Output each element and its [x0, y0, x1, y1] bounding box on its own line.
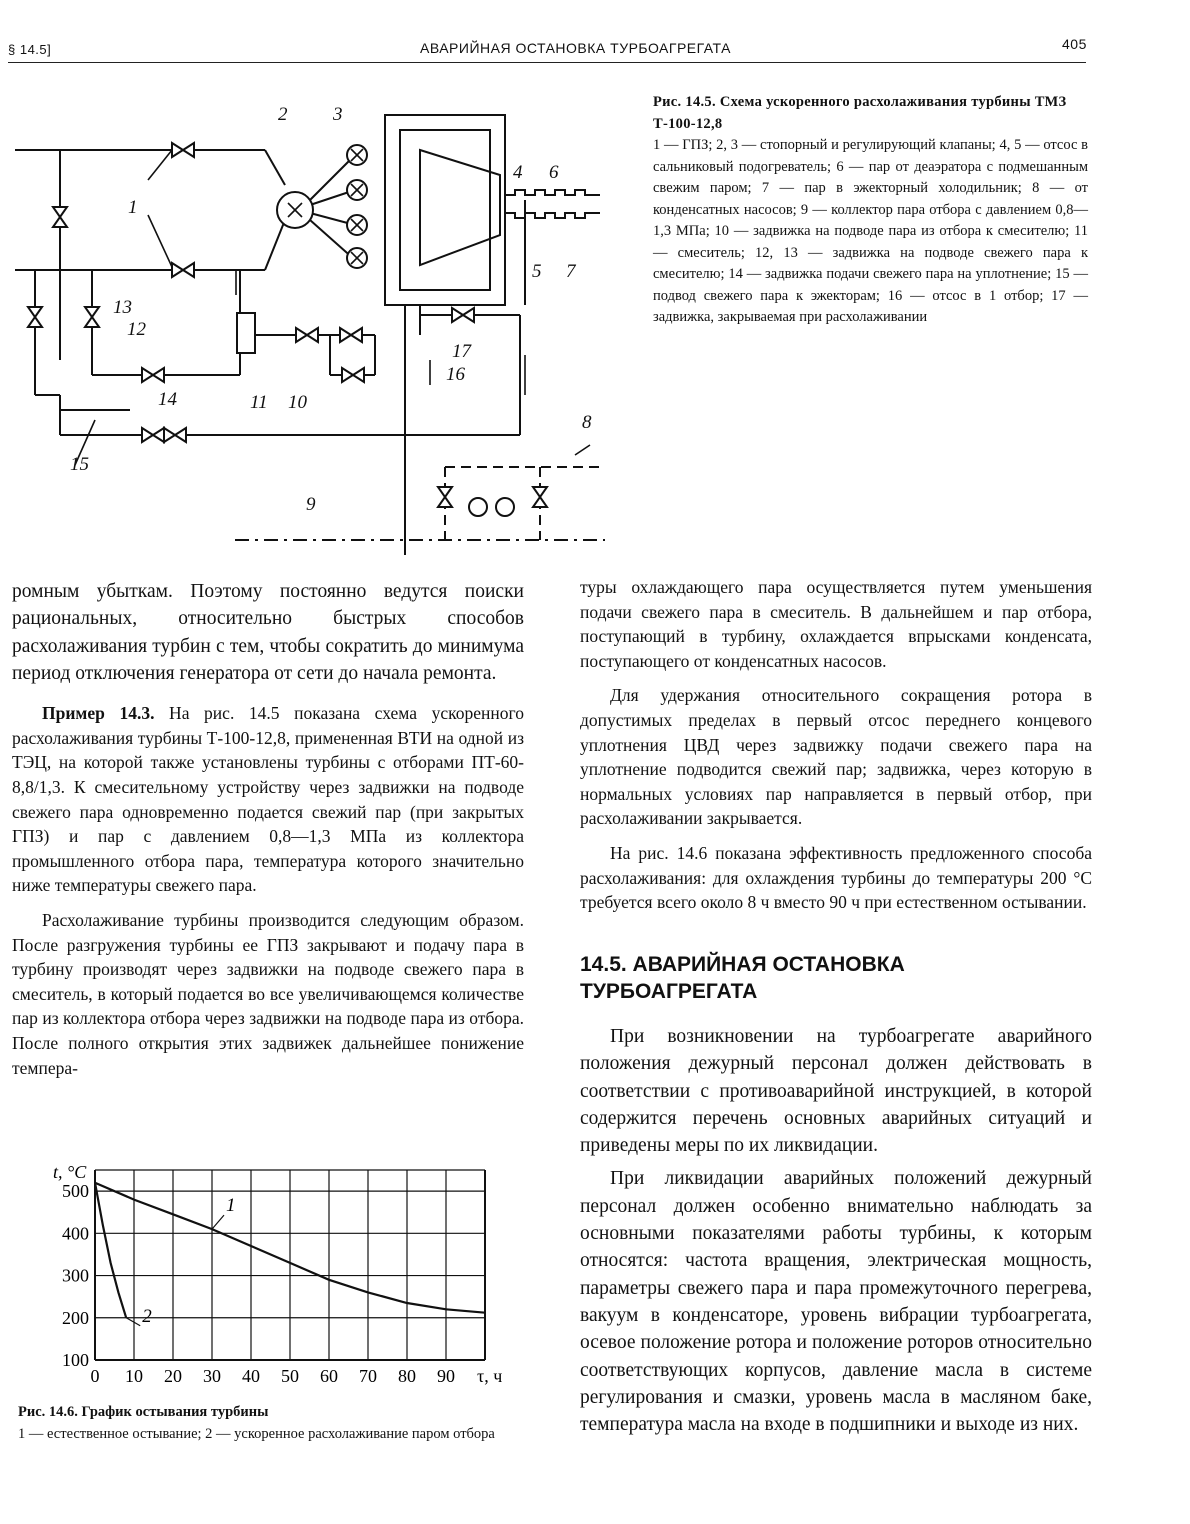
figure-14-6-caption-title: Рис. 14.6. График остывания турбины	[18, 1404, 269, 1420]
fig5-label-17: 17	[452, 341, 471, 362]
x-tick-label: 20	[164, 1366, 182, 1386]
fig5-label-16: 16	[446, 364, 465, 385]
x-tick-label: 40	[242, 1366, 260, 1386]
series-line-2	[95, 1183, 126, 1318]
figure-14-5-caption-title: Рис. 14.5. Схема ускоренного расхолаживания турбины ТМЗ Т-100-12,8	[653, 94, 1067, 132]
fig5-label-4: 4	[513, 162, 523, 183]
fig5-label-10: 10	[288, 392, 307, 413]
left-paragraph-3: Расхолаживание турбины производится следующим образом. После разгружения турбины ее ГПЗ закрывают и подачу пара в турбину производят через задвижки на подводе свежего пара в смеситель, в который подается во все увеличивающемся количестве пар из коллектора отбора через задвижки на подводе пара из отбора. После полного открытия этих задвижек дальнейшее понижение темпера-	[12, 909, 524, 1078]
figure-14-5-schematic	[0, 95, 630, 555]
y-tick-label: 500	[62, 1181, 89, 1202]
figure-14-5-caption-body: 1 — ГПЗ; 2, 3 — стопорный и регулирующий клапаны; 4, 5 — отсос в сальниковый подогреватель; 6 — пар от деаэратора с подмешанным свежим паром; 7 — пар в эжекторный холодильник; 8 — от конденсатных насосов; 9 — коллектор пара отбора с давлением 0,8—1,3 МПа; 10 — задвижка на подводе пара из отбора к смесителю; 11 — смеситель; 12, 13 — задвижка на подводе свежего пара к смесителю; 14 — задвижка подачи свежего пара на уплотнение; 15 — подвод свежего пара к эжекторам; 16 — отсос в 1 отбор; 17 — задвижка, закрываемая при расхолаживании	[653, 137, 1088, 325]
running-header-title: АВАРИЙНАЯ ОСТАНОВКА ТУРБОАГРЕГАТА	[420, 40, 731, 56]
fig5-label-6: 6	[549, 162, 559, 183]
right-paragraph-4: При возникновении на турбоагрегате аварийного положения дежурный персонал должен действовать в соответствии с противоаварийной инструкцией, в которой содержится перечень основных аварийных ситуаций и приведены меры по их ликвидации.	[580, 1026, 1092, 1157]
figure-14-6-chart	[40, 1155, 510, 1400]
figure-14-6-caption-body: 1 — естественное остывание; 2 — ускоренное расхолаживание паром отбора	[18, 1425, 495, 1442]
x-tick-label: 0	[90, 1366, 100, 1386]
x-tick-label: 60	[320, 1366, 338, 1386]
fig5-label-11: 11	[250, 392, 268, 413]
fig5-label-8: 8	[582, 412, 592, 433]
x-tick-label: 50	[281, 1366, 299, 1386]
fig5-label-1: 1	[128, 197, 138, 218]
y-tick-label: 300	[62, 1265, 89, 1286]
example-text: На рис. 14.5 показана схема ускоренного расхолаживания турбины Т-100-12,8, примененная ВТИ на одной из ТЭЦ, на которой также установлены турбины с отборами ПТ-60-8,8/1,3. К смесительному устройству через задвижки на подводе свежего пара одновременно подается свежий пар (при закрытых ГПЗ) и пар с давлением 0,8—1,3 МПа из коллектора промышленного отбора пара, температура которого значительно ниже температуры свежего пара.	[12, 703, 524, 896]
fig5-label-9: 9	[306, 494, 316, 515]
figure-14-5-caption	[653, 92, 1088, 329]
left-paragraph-example	[12, 701, 524, 1080]
y-tick-label: 200	[62, 1307, 89, 1328]
series-leader-1	[212, 1215, 224, 1229]
x-tick-label: 10	[125, 1366, 143, 1386]
right-paragraph-2: Для удержания относительного сокращения ротора в допустимых пределах в первый отсос переднего концевого уплотнения ЦВД через задвижку подачи свежего пара на уплотнение подводится свежий пар; задвижка, через которую в нормальных условиях пар направляется в первый отбор, при расхолаживании закрывается.	[580, 685, 1092, 829]
series-label-1: 1	[226, 1195, 236, 1217]
right-column-lower	[580, 1023, 1092, 1444]
x-tick-label: 80	[398, 1366, 416, 1386]
section-heading: 14.5. АВАРИЙНАЯ ОСТАНОВКА ТУРБОАГРЕГАТА	[580, 953, 905, 1003]
fig5-label-5: 5	[532, 261, 542, 282]
left-paragraph-1: ромным убыткам. Поэтому постоянно ведутся поиски рациональных, относительно быстрых способов расхолаживания турбин с тем, чтобы сократить до минимума период отключения генератора от сети до начала ремонта.	[12, 581, 524, 684]
fig5-label-2: 2	[278, 104, 288, 125]
example-lead: Пример 14.3.	[42, 703, 155, 724]
y-tick-label: 400	[62, 1223, 89, 1244]
x-tick-label: 90	[437, 1366, 455, 1386]
fig5-label-7: 7	[566, 261, 576, 282]
y-axis-label: t, °C	[53, 1162, 87, 1182]
x-axis-label: τ, ч	[477, 1366, 503, 1386]
figure-14-6-caption	[18, 1402, 533, 1445]
fig5-label-14: 14	[158, 389, 177, 410]
right-column	[580, 575, 1092, 925]
x-tick-label: 30	[203, 1366, 221, 1386]
right-paragraph-1: туры охлаждающего пара осуществляется путем уменьшения подачи свежего пара в смеситель. В дальнейшем и пар отбора, поступающий в турбину, охлаждается впрысками конденсата, поступающего от конденсатных насосов.	[580, 577, 1092, 671]
fig5-label-15: 15	[70, 454, 89, 475]
left-column	[12, 578, 524, 1090]
x-tick-label: 70	[359, 1366, 377, 1386]
fig5-label-3: 3	[333, 104, 343, 125]
page-number: 405	[1062, 36, 1087, 52]
y-tick-label: 100	[62, 1350, 89, 1370]
running-header-section: § 14.5]	[8, 42, 52, 57]
right-paragraph-5: При ликвидации аварийных положений дежурный персонал должен особенно внимательно наблюдать за основными показателями работы турбины, к которым относятся: частота вращения, электрическая мощность, параметры свежего пара и пара промежуточного перегрева, вакуум в конденсаторе, уровень вибрации турбоагрегата, осевое положение ротора и положение роторов относительно соответствующих корпусов, давление масла в системе регулирования и смазки, уровень масла в масляном баке, температура масла на входе в подшипники и выходе из них.	[580, 1168, 1092, 1436]
right-paragraph-3: На рис. 14.6 показана эффективность предложенного способа расхолаживания: для охлаждения турбины до температуры 200 °C требуется всего около 8 ч вместо 90 ч при естественном остывании.	[580, 842, 1092, 913]
fig5-label-13: 13	[113, 297, 132, 318]
series-leader-2	[126, 1318, 140, 1326]
fig5-label-12: 12	[127, 319, 146, 340]
header-rule	[8, 62, 1086, 63]
series-label-2: 2	[142, 1305, 152, 1327]
